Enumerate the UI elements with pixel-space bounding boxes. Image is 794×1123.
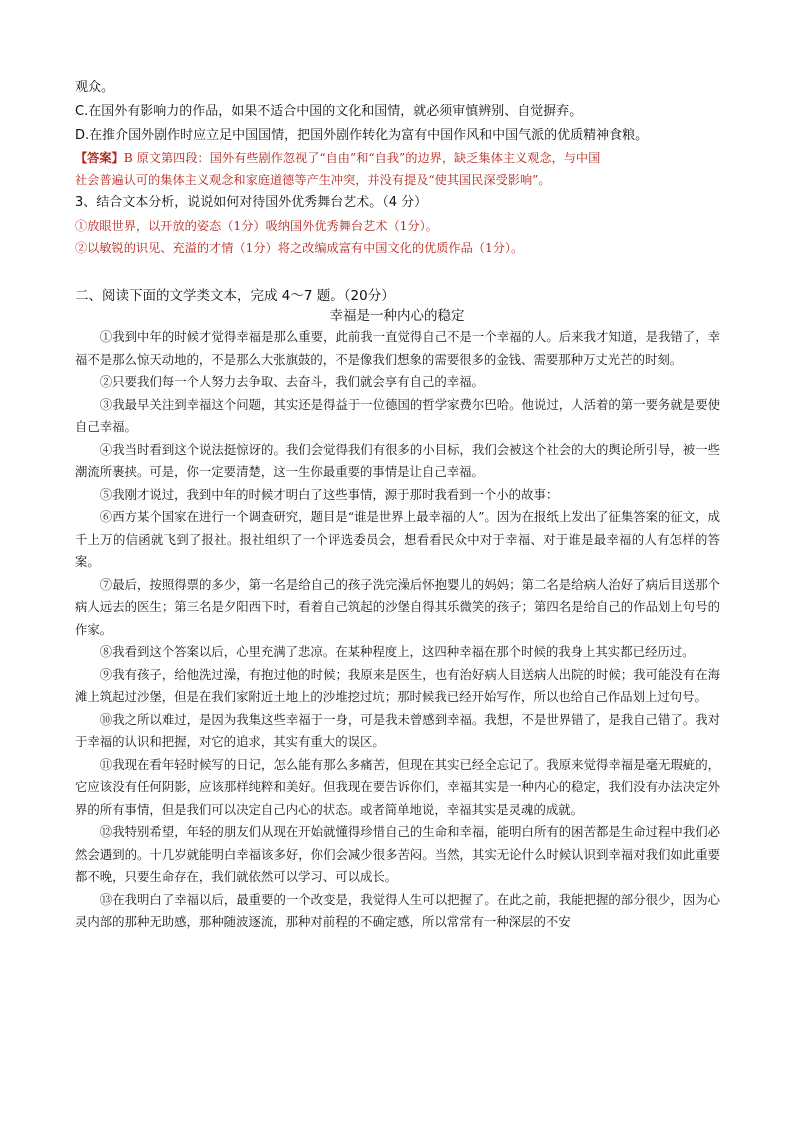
section-heading: 二、阅读下面的文学类文本，完成 4～7 题。（20分） [75,288,395,304]
paragraph-5: ⑤我刚才说过，我到中年的时候才明白了这些事情，源于那时我看到一个小的故事： [99,486,559,502]
paragraph-9: ⑨我有孩子，给他洗过澡，有抱过他的时候；我原来是医生，也有治好病人目送病人出院的时候；我可能没有在海滩上筑起过沙堡，但是在我们家附近土地上的沙堆挖过坑；那时候我已经开始写作，所以也给自己作品划上过句号。 [75,666,720,704]
essay-title: 幸福是一种内心的稳定 [329,308,465,324]
answer-body: B 原文第四段：国外有些剧作忽视了“自由”和“自我”的边界，缺乏集体主义观念，与中国 [123,151,601,165]
answer-line-1 [75,150,600,166]
paragraph-7: ⑦最后，按照得票的多少，第一名是给自己的孩子洗完澡后怀抱婴儿的妈妈；第二名是给病人治好了病后目送那个病人远去的医生；第三名是夕阳西下时，看着自己筑起的沙堡自得其乐微笑的孩子；第四名是给自己的作品划上句号的作家。 [75,576,720,637]
question-3-answer-2: ②以敏锐的识见、充溢的才情（1分）将之改编成富有中国文化的优质作品（1分）。 [75,241,524,255]
paragraph-8: ⑧我看到这个答案以后，心里充满了悲凉。在某种程度上，这四种幸福在那个时候的我身上其实都已经历过。 [99,644,695,659]
question-3: 3、结合文本分析，说说如何对待国外优秀舞台艺术。（4 分） [75,195,428,210]
option-c: C.在国外有影响力的作品，如果不适合中国的文化和国情，就必须审慎辨别、自觉摒弃。 [75,104,583,119]
paragraph-11: ⑪我现在看年轻时候写的日记，怎么能有那么多痛苦，但现在其实已经全忘记了。我原来觉得幸福是毫无瑕疵的，它应该没有任何阴影，应该那样纯粹和美好。但我现在要告诉你们，幸福其实是一种内心的稳定，我们没有办法决定外界的所有事情，但是我们可以决定自己内心的状态。或者简单地说，幸福其实是灵魂的成就。 [75,756,720,817]
paragraph-12: ⑫我特别希望，年轻的朋友们从现在开始就懂得珍惜自己的生命和幸福，能明白所有的困苦都是生命过程中我们必然会遇到的。十几岁就能明白幸福该多好，你们会减少很多苦闷。当然，其实无论什么时候认识到幸福对我们如此重要都不晚，只要生命存在，我们就依然可以学习、可以成长。 [75,824,720,884]
paragraph-4: ④我当时看到这个说法挺惊讶的。我们会觉得我们有很多的小目标，我们会被这个社会的大的舆论所引导，被一些潮流所裹挟。可是，你一定要清楚，这一生你最重要的事情是让自己幸福。 [75,441,720,479]
question-3-answer-1: ①放眼世界，以开放的姿态（1分）吸纳国外优秀舞台艺术（1分）。 [75,219,438,233]
option-d: D.在推介国外剧作时应立足中国国情，把国外剧作转化为富有中国作风和中国气派的优质精神食粮。 [75,128,649,143]
paragraph-6: ⑥西方某个国家在进行一个调查研究，题目是“谁是世界上最幸福的人”。因为在报纸上发出了征集答案的征文，成千上万的信函就飞到了报社。报社组织了一个评选委员会，想看看民众中对于幸福、对于谁是最幸福的人有怎样的答案。 [75,509,720,569]
essay-body [75,326,720,934]
paragraph-1: ①我到中年的时候才觉得幸福是那么重要，此前我一直觉得自己不是一个幸福的人。后来我才知道，是我错了，幸福不是那么惊天动地的，不是那么大张旗鼓的，不是像我们想象的需要很多的金钱、需要那种万丈光芒的时刻。 [75,329,720,367]
paragraph-3: ③我最早关注到幸福这个问题，其实还是得益于一位德国的哲学家费尔巴哈。他说过，人活着的第一要务就是要使自己幸福。 [75,396,720,434]
paragraph-13: ⑬在我明白了幸福以后，最重要的一个改变是，我觉得人生可以把握了。在此之前，我能把握的部分很少，因为心灵内部的那种无助感，那种随波逐流，那种对前程的不确定感，所以常常有一种深层的不安 [75,891,720,929]
paragraph-10: ⑩我之所以难过，是因为我集这些幸福于一身，可是我未曾感到幸福。我想，不是世界错了，是我自己错了。我对于幸福的认识和把握，对它的追求，其实有重大的误区。 [75,711,720,749]
paragraph-2: ②只要我们每一个人努力去争取、去奋斗，我们就会享有自己的幸福。 [99,374,484,389]
answer-line-2: 社会普遍认可的集体主义观念和家庭道德等产生冲突，并没有提及“使其国民深受影响”。 [75,173,551,187]
prev-line-fragment: 观众。 [75,80,115,95]
answer-tag: 【答案】 [75,151,124,165]
